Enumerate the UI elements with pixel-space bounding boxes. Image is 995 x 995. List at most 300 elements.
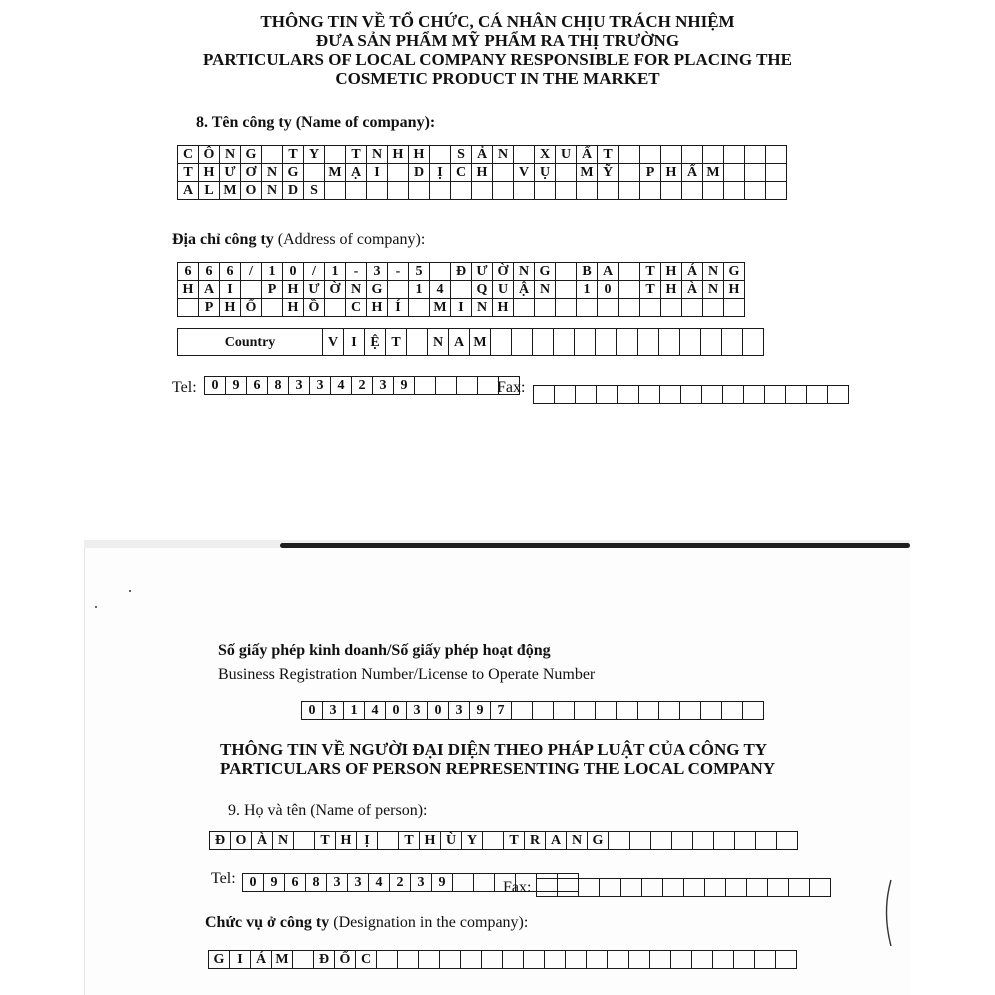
address-cell[interactable]: H [367, 299, 388, 317]
designation-cell[interactable]: Ố [335, 951, 356, 969]
address-cell[interactable] [724, 299, 745, 317]
person-name-cell[interactable] [693, 832, 714, 850]
address-cell[interactable] [262, 299, 283, 317]
tel-digit-cell[interactable]: 8 [306, 874, 327, 892]
address-cell[interactable]: Ư [304, 281, 325, 299]
address-cell[interactable]: H [493, 299, 514, 317]
country-cell[interactable] [491, 329, 512, 356]
company-name-cell[interactable] [724, 146, 745, 164]
country-cell[interactable] [680, 329, 701, 356]
license-digit-cell[interactable]: 3 [449, 702, 470, 720]
address-cell[interactable]: 6 [178, 263, 199, 281]
address-cell[interactable] [325, 299, 346, 317]
designation-cell[interactable] [671, 951, 692, 969]
person-name-cell[interactable]: T [504, 832, 525, 850]
fax-cell[interactable] [558, 879, 579, 897]
country-cell[interactable] [659, 329, 680, 356]
company-name-cell[interactable] [430, 182, 451, 200]
company-name-cell[interactable]: Ỹ [598, 164, 619, 182]
designation-cell[interactable]: M [272, 951, 293, 969]
company-name-grid[interactable] [177, 145, 787, 200]
license-digit-cell[interactable] [701, 702, 722, 720]
address-cell[interactable] [619, 281, 640, 299]
person-name-cell[interactable]: H [336, 832, 357, 850]
country-cell[interactable]: V [323, 329, 344, 356]
company-name-cell[interactable]: N [262, 164, 283, 182]
address-cell[interactable]: G [367, 281, 388, 299]
company-name-cell[interactable] [724, 182, 745, 200]
tel-digit-cell[interactable]: 3 [327, 874, 348, 892]
license-digit-cell[interactable]: 0 [302, 702, 323, 720]
person-name-cell[interactable]: Ị [357, 832, 378, 850]
company-tel-grid[interactable] [204, 376, 520, 395]
tel-digit-cell[interactable] [453, 874, 474, 892]
company-name-cell[interactable]: N [220, 146, 241, 164]
tel-digit-cell[interactable]: 2 [390, 874, 411, 892]
address-cell[interactable]: C [346, 299, 367, 317]
tel-digit-cell[interactable]: 3 [289, 377, 310, 395]
person-name-cell[interactable] [378, 832, 399, 850]
address-cell[interactable]: Ư [472, 263, 493, 281]
person-name-cell[interactable] [483, 832, 504, 850]
company-name-cell[interactable]: G [241, 146, 262, 164]
country-cell[interactable] [407, 329, 428, 356]
address-cell[interactable]: 1 [577, 281, 598, 299]
company-name-cell[interactable] [514, 182, 535, 200]
tel-digit-cell[interactable]: 9 [226, 377, 247, 395]
license-digit-cell[interactable] [533, 702, 554, 720]
company-fax-grid[interactable] [533, 385, 849, 404]
company-name-cell[interactable] [619, 164, 640, 182]
address-cell[interactable]: I [451, 299, 472, 317]
company-name-cell[interactable]: C [178, 146, 199, 164]
company-name-cell[interactable] [472, 182, 493, 200]
fax-cell[interactable] [705, 879, 726, 897]
address-cell[interactable]: U [493, 281, 514, 299]
designation-cell[interactable] [440, 951, 461, 969]
tel-digit-cell[interactable]: 0 [205, 377, 226, 395]
company-name-cell[interactable]: Ô [199, 146, 220, 164]
designation-cell[interactable] [713, 951, 734, 969]
person-name-cell[interactable]: Y [462, 832, 483, 850]
fax-cell[interactable] [537, 879, 558, 897]
company-name-cell[interactable] [619, 146, 640, 164]
address-cell[interactable]: 3 [367, 263, 388, 281]
person-name-cell[interactable]: N [567, 832, 588, 850]
designation-cell[interactable] [377, 951, 398, 969]
company-name-cell[interactable] [325, 146, 346, 164]
address-cell[interactable]: Ậ [514, 281, 535, 299]
address-cell[interactable]: 6 [220, 263, 241, 281]
person-name-cell[interactable] [294, 832, 315, 850]
country-cell[interactable] [512, 329, 533, 356]
company-name-cell[interactable] [766, 182, 787, 200]
person-name-cell[interactable]: Đ [210, 832, 231, 850]
company-name-cell[interactable] [577, 182, 598, 200]
company-name-cell[interactable]: Ụ [535, 164, 556, 182]
company-name-cell[interactable]: M [325, 164, 346, 182]
designation-cell[interactable] [545, 951, 566, 969]
address-cell[interactable]: N [703, 263, 724, 281]
company-name-cell[interactable]: U [556, 146, 577, 164]
company-address-grid[interactable] [177, 262, 745, 317]
license-digit-cell[interactable]: 3 [407, 702, 428, 720]
tel-digit-cell[interactable]: 8 [268, 377, 289, 395]
tel-digit-cell[interactable] [457, 377, 478, 395]
address-cell[interactable]: N [472, 299, 493, 317]
designation-cell[interactable]: I [230, 951, 251, 969]
company-name-cell[interactable]: M [577, 164, 598, 182]
address-cell[interactable]: À [682, 281, 703, 299]
fax-cell[interactable] [579, 879, 600, 897]
address-cell[interactable]: 0 [283, 263, 304, 281]
designation-cell[interactable] [776, 951, 797, 969]
person-name-cell[interactable] [609, 832, 630, 850]
address-cell[interactable]: - [346, 263, 367, 281]
address-cell[interactable]: 5 [409, 263, 430, 281]
company-name-cell[interactable] [766, 146, 787, 164]
address-cell[interactable]: N [703, 281, 724, 299]
fax-cell[interactable] [810, 879, 831, 897]
address-cell[interactable] [598, 299, 619, 317]
company-name-cell[interactable]: H [199, 164, 220, 182]
company-name-cell[interactable] [703, 146, 724, 164]
designation-cell[interactable] [461, 951, 482, 969]
license-digit-cell[interactable]: 7 [491, 702, 512, 720]
company-name-cell[interactable]: I [367, 164, 388, 182]
license-digit-cell[interactable] [638, 702, 659, 720]
person-name-cell[interactable]: T [315, 832, 336, 850]
address-cell[interactable] [514, 299, 535, 317]
tel-digit-cell[interactable]: 0 [243, 874, 264, 892]
address-cell[interactable]: T [640, 263, 661, 281]
address-cell[interactable]: / [304, 263, 325, 281]
tel-digit-cell[interactable]: 6 [247, 377, 268, 395]
country-cell[interactable] [554, 329, 575, 356]
address-cell[interactable]: N [514, 263, 535, 281]
license-digit-cell[interactable]: 0 [428, 702, 449, 720]
address-cell[interactable] [409, 299, 430, 317]
person-name-cell[interactable] [672, 832, 693, 850]
person-name-cell[interactable]: T [399, 832, 420, 850]
address-cell[interactable] [682, 299, 703, 317]
company-name-cell[interactable]: H [661, 164, 682, 182]
fax-cell[interactable] [747, 879, 768, 897]
designation-cell[interactable] [398, 951, 419, 969]
person-name-cell[interactable] [651, 832, 672, 850]
address-cell[interactable]: Q [472, 281, 493, 299]
person-name-cell[interactable]: Ù [441, 832, 462, 850]
address-cell[interactable]: A [598, 263, 619, 281]
address-cell[interactable] [535, 299, 556, 317]
country-cell[interactable] [533, 329, 554, 356]
license-digit-cell[interactable]: 3 [323, 702, 344, 720]
license-digit-cell[interactable] [722, 702, 743, 720]
address-cell[interactable]: H [661, 281, 682, 299]
country-cell[interactable] [743, 329, 764, 356]
tel-digit-cell[interactable]: 3 [348, 874, 369, 892]
company-name-cell[interactable]: D [409, 164, 430, 182]
person-name-cell[interactable] [714, 832, 735, 850]
designation-cell[interactable] [608, 951, 629, 969]
address-cell[interactable]: Ố [241, 299, 262, 317]
country-cell[interactable] [638, 329, 659, 356]
address-cell[interactable] [703, 299, 724, 317]
address-cell[interactable]: H [178, 281, 199, 299]
address-cell[interactable] [577, 299, 598, 317]
company-name-cell[interactable]: Ẩ [682, 164, 703, 182]
tel-digit-cell[interactable] [478, 377, 499, 395]
designation-cell[interactable] [755, 951, 776, 969]
country-cell[interactable]: M [470, 329, 491, 356]
company-name-cell[interactable] [724, 164, 745, 182]
address-cell[interactable] [556, 299, 577, 317]
designation-cell[interactable]: G [209, 951, 230, 969]
address-cell[interactable]: P [199, 299, 220, 317]
address-cell[interactable]: Í [388, 299, 409, 317]
designation-cell[interactable] [482, 951, 503, 969]
person-name-cell[interactable]: O [231, 832, 252, 850]
country-cell[interactable]: N [428, 329, 449, 356]
tel-digit-cell[interactable]: 9 [264, 874, 285, 892]
address-cell[interactable] [241, 281, 262, 299]
tel-digit-cell[interactable]: 2 [352, 377, 373, 395]
company-name-cell[interactable]: N [262, 182, 283, 200]
person-name-cell[interactable] [756, 832, 777, 850]
company-name-cell[interactable] [535, 182, 556, 200]
country-cell[interactable] [575, 329, 596, 356]
company-name-cell[interactable] [640, 182, 661, 200]
company-name-cell[interactable]: S [451, 146, 472, 164]
company-name-cell[interactable]: H [409, 146, 430, 164]
company-name-cell[interactable] [388, 164, 409, 182]
fax-cell[interactable] [702, 386, 723, 404]
fax-cell[interactable] [576, 386, 597, 404]
company-name-cell[interactable]: M [703, 164, 724, 182]
company-name-cell[interactable] [409, 182, 430, 200]
address-cell[interactable] [640, 299, 661, 317]
fax-cell[interactable] [726, 879, 747, 897]
fax-cell[interactable] [789, 879, 810, 897]
company-name-cell[interactable] [325, 182, 346, 200]
company-name-cell[interactable]: V [514, 164, 535, 182]
company-name-cell[interactable] [598, 182, 619, 200]
company-name-cell[interactable] [514, 146, 535, 164]
fax-cell[interactable] [555, 386, 576, 404]
address-cell[interactable]: T [640, 281, 661, 299]
company-name-cell[interactable]: Ạ [346, 164, 367, 182]
address-cell[interactable]: N [535, 281, 556, 299]
person-name-cell[interactable] [777, 832, 798, 850]
company-name-cell[interactable]: P [640, 164, 661, 182]
fax-cell[interactable] [681, 386, 702, 404]
company-name-cell[interactable] [451, 182, 472, 200]
address-cell[interactable]: 1 [262, 263, 283, 281]
company-name-cell[interactable] [661, 146, 682, 164]
fax-cell[interactable] [807, 386, 828, 404]
tel-digit-cell[interactable] [474, 874, 495, 892]
tel-digit-cell[interactable] [436, 377, 457, 395]
address-cell[interactable] [430, 263, 451, 281]
address-cell[interactable]: Đ [451, 263, 472, 281]
person-fax-grid[interactable] [536, 878, 831, 897]
person-name-cell[interactable] [630, 832, 651, 850]
tel-digit-cell[interactable]: 4 [369, 874, 390, 892]
designation-cell[interactable] [503, 951, 524, 969]
company-name-cell[interactable]: Ơ [241, 164, 262, 182]
fax-cell[interactable] [639, 386, 660, 404]
company-name-cell[interactable] [682, 146, 703, 164]
tel-digit-cell[interactable]: 3 [411, 874, 432, 892]
license-digit-cell[interactable] [512, 702, 533, 720]
person-name-cell[interactable]: G [588, 832, 609, 850]
fax-cell[interactable] [744, 386, 765, 404]
license-digit-cell[interactable]: 0 [386, 702, 407, 720]
company-name-cell[interactable] [703, 182, 724, 200]
person-name-grid[interactable] [209, 831, 798, 850]
company-name-cell[interactable] [346, 182, 367, 200]
company-name-cell[interactable] [556, 164, 577, 182]
country-cell[interactable] [596, 329, 617, 356]
country-cell[interactable]: A [449, 329, 470, 356]
address-cell[interactable]: Ờ [325, 281, 346, 299]
designation-cell[interactable] [293, 951, 314, 969]
company-name-cell[interactable]: M [220, 182, 241, 200]
company-name-cell[interactable] [745, 146, 766, 164]
company-name-cell[interactable]: H [472, 164, 493, 182]
address-cell[interactable]: 6 [199, 263, 220, 281]
designation-cell[interactable] [419, 951, 440, 969]
address-cell[interactable] [388, 281, 409, 299]
address-cell[interactable] [661, 299, 682, 317]
fax-cell[interactable] [534, 386, 555, 404]
address-cell[interactable] [619, 263, 640, 281]
tel-digit-cell[interactable]: 3 [373, 377, 394, 395]
address-cell[interactable]: Á [682, 263, 703, 281]
company-name-cell[interactable]: N [493, 146, 514, 164]
company-name-cell[interactable]: T [283, 146, 304, 164]
person-name-cell[interactable]: À [252, 832, 273, 850]
license-digit-cell[interactable]: 1 [344, 702, 365, 720]
address-cell[interactable] [451, 281, 472, 299]
country-cell[interactable]: I [344, 329, 365, 356]
person-name-cell[interactable]: N [273, 832, 294, 850]
address-cell[interactable]: H [220, 299, 241, 317]
company-name-cell[interactable]: Ấ [577, 146, 598, 164]
designation-cell[interactable] [524, 951, 545, 969]
country-cell[interactable]: Ệ [365, 329, 386, 356]
company-name-cell[interactable] [262, 146, 283, 164]
company-name-cell[interactable]: Ả [472, 146, 493, 164]
company-name-cell[interactable] [745, 164, 766, 182]
license-digit-cell[interactable] [743, 702, 764, 720]
license-digit-cell[interactable] [680, 702, 701, 720]
address-cell[interactable]: H [283, 281, 304, 299]
country-cell[interactable] [701, 329, 722, 356]
designation-cell[interactable]: C [356, 951, 377, 969]
company-name-cell[interactable]: Ị [430, 164, 451, 182]
country-cell[interactable] [617, 329, 638, 356]
fax-cell[interactable] [828, 386, 849, 404]
company-name-cell[interactable] [682, 182, 703, 200]
fax-cell[interactable] [621, 879, 642, 897]
company-name-cell[interactable] [430, 146, 451, 164]
address-cell[interactable] [556, 263, 577, 281]
company-name-cell[interactable] [745, 182, 766, 200]
tel-digit-cell[interactable]: 4 [331, 377, 352, 395]
address-cell[interactable]: I [220, 281, 241, 299]
person-name-cell[interactable]: R [525, 832, 546, 850]
address-cell[interactable]: B [577, 263, 598, 281]
address-cell[interactable]: H [283, 299, 304, 317]
tel-digit-cell[interactable] [415, 377, 436, 395]
license-digit-cell[interactable] [659, 702, 680, 720]
fax-cell[interactable] [768, 879, 789, 897]
company-name-cell[interactable] [493, 182, 514, 200]
company-name-cell[interactable]: T [598, 146, 619, 164]
tel-digit-cell[interactable]: 6 [285, 874, 306, 892]
fax-cell[interactable] [786, 386, 807, 404]
fax-cell[interactable] [642, 879, 663, 897]
license-digit-cell[interactable] [554, 702, 575, 720]
address-cell[interactable]: - [388, 263, 409, 281]
fax-cell[interactable] [597, 386, 618, 404]
address-cell[interactable]: N [346, 281, 367, 299]
address-cell[interactable] [619, 299, 640, 317]
company-name-cell[interactable]: T [346, 146, 367, 164]
person-name-cell[interactable]: A [546, 832, 567, 850]
company-name-cell[interactable] [304, 164, 325, 182]
address-cell[interactable]: 0 [598, 281, 619, 299]
designation-grid[interactable] [208, 950, 797, 969]
designation-cell[interactable] [650, 951, 671, 969]
fax-cell[interactable] [723, 386, 744, 404]
company-name-cell[interactable]: G [283, 164, 304, 182]
company-name-cell[interactable]: X [535, 146, 556, 164]
fax-cell[interactable] [684, 879, 705, 897]
address-cell[interactable]: G [724, 263, 745, 281]
designation-cell[interactable] [566, 951, 587, 969]
address-cell[interactable]: M [430, 299, 451, 317]
company-name-cell[interactable] [556, 182, 577, 200]
company-name-cell[interactable]: D [283, 182, 304, 200]
license-digit-cell[interactable]: 4 [365, 702, 386, 720]
address-cell[interactable]: 1 [409, 281, 430, 299]
address-cell[interactable]: A [199, 281, 220, 299]
license-digit-cell[interactable] [575, 702, 596, 720]
address-cell[interactable]: 4 [430, 281, 451, 299]
fax-cell[interactable] [765, 386, 786, 404]
person-name-cell[interactable]: H [420, 832, 441, 850]
designation-cell[interactable] [629, 951, 650, 969]
company-name-cell[interactable]: N [367, 146, 388, 164]
license-digit-cell[interactable] [596, 702, 617, 720]
person-name-cell[interactable] [735, 832, 756, 850]
designation-cell[interactable] [587, 951, 608, 969]
address-cell[interactable]: H [724, 281, 745, 299]
fax-cell[interactable] [600, 879, 621, 897]
tel-digit-cell[interactable]: 9 [394, 377, 415, 395]
address-cell[interactable]: Ồ [304, 299, 325, 317]
company-name-cell[interactable]: A [178, 182, 199, 200]
company-name-cell[interactable] [367, 182, 388, 200]
company-name-cell[interactable] [766, 164, 787, 182]
country-cell[interactable]: T [386, 329, 407, 356]
company-name-cell[interactable]: S [304, 182, 325, 200]
fax-cell[interactable] [618, 386, 639, 404]
company-name-cell[interactable]: T [178, 164, 199, 182]
designation-cell[interactable] [692, 951, 713, 969]
